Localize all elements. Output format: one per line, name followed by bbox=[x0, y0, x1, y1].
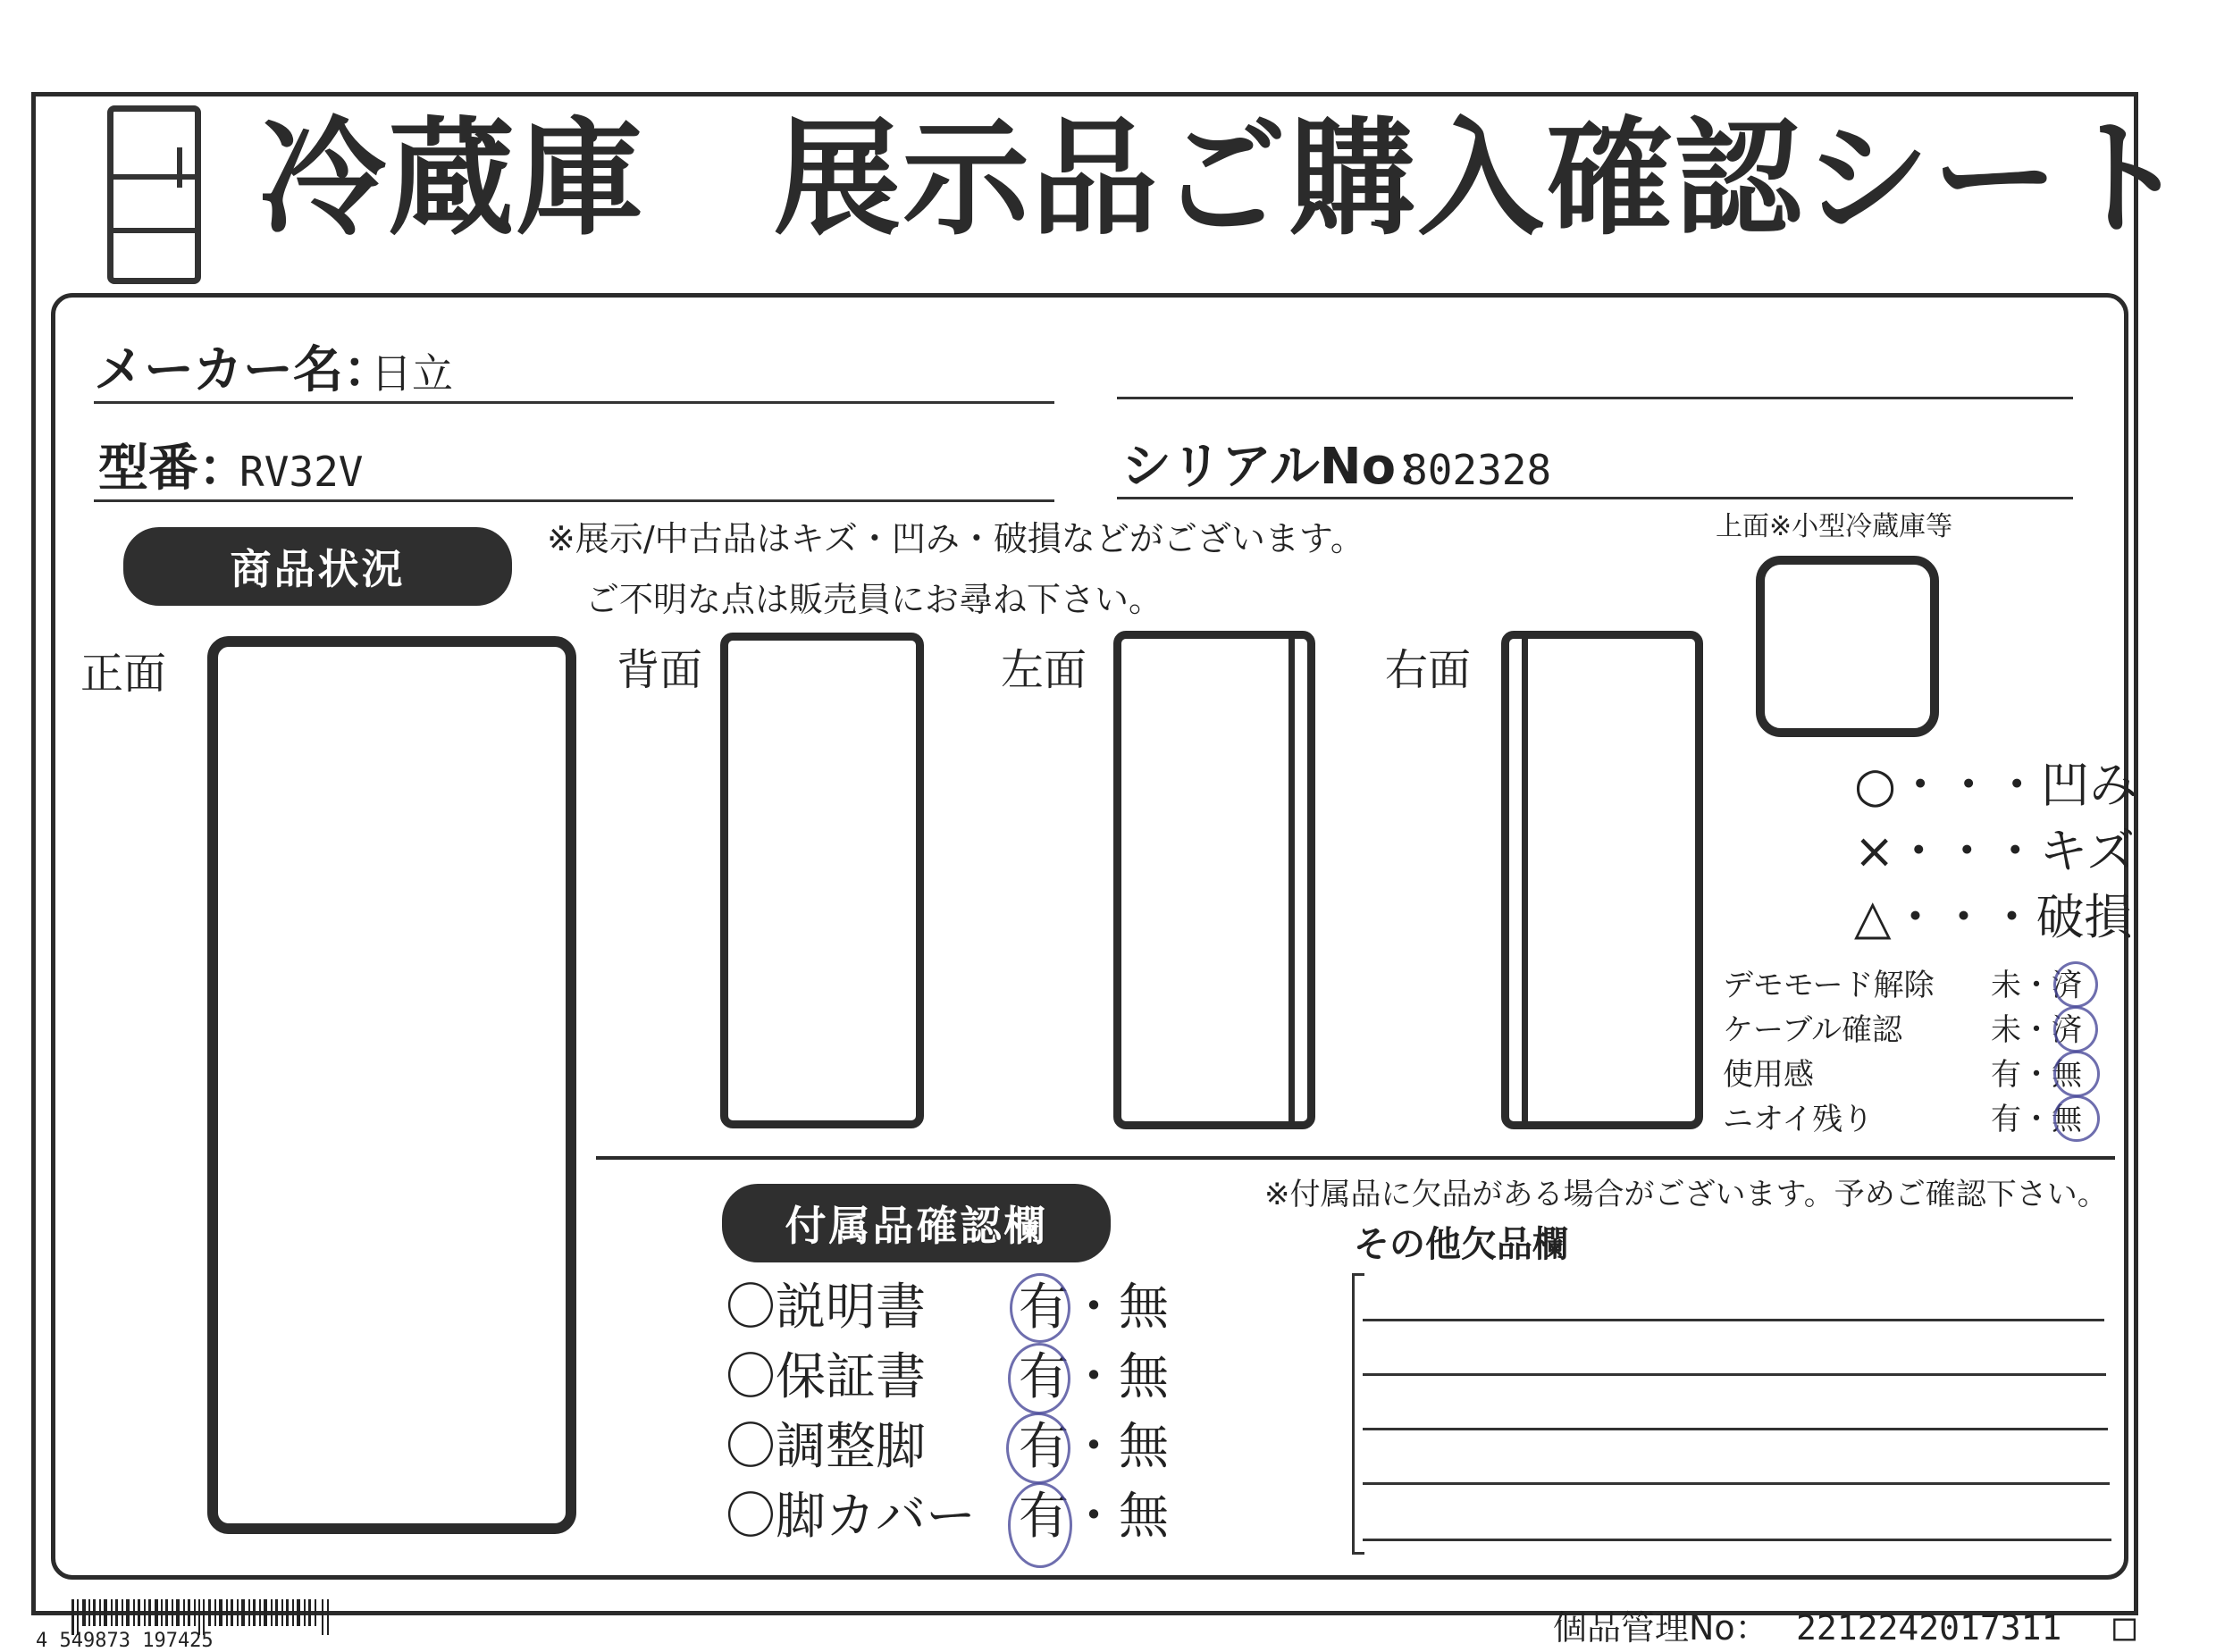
management-no-value: 2212242017311 bbox=[1796, 1608, 2062, 1648]
selected-mark-warranty bbox=[1008, 1343, 1070, 1414]
scratch-symbol: × bbox=[1854, 823, 1895, 879]
other-missing-line-4[interactable] bbox=[1363, 1482, 2110, 1485]
selected-mark-adjuster bbox=[1006, 1413, 1070, 1484]
page-title: 冷蔵庫 展示品ご購入確認シート bbox=[259, 105, 2189, 253]
left-view-diagram[interactable] bbox=[1113, 631, 1315, 1129]
model-underline bbox=[94, 499, 1054, 502]
selected-mark-cable bbox=[2053, 1006, 2098, 1052]
back-view-diagram[interactable] bbox=[720, 633, 924, 1128]
legend-scratch bbox=[1854, 823, 2136, 879]
condition-notice-line2: ご不明な点は販売員にお尋ね下さい。 bbox=[585, 580, 1163, 619]
maker-underline bbox=[94, 401, 1054, 404]
selected-mark-leg-cover bbox=[1008, 1482, 1072, 1568]
scratch-text: ・・・キズ bbox=[1894, 823, 2136, 879]
serial-label: シリアルNo： bbox=[1121, 438, 1447, 496]
status-odor-label: ニオイ残り bbox=[1723, 1102, 1874, 1137]
accessories-notice: ※付属品に欠品がある場合がございます。予めご確認下さい。 bbox=[1264, 1177, 2108, 1212]
front-view-diagram[interactable] bbox=[207, 636, 576, 1534]
section-divider bbox=[596, 1156, 2115, 1160]
maker-value: 日立 bbox=[371, 349, 453, 398]
selected-mark-manual bbox=[1010, 1273, 1070, 1343]
maker-label: メーカー名： bbox=[94, 341, 393, 399]
accessory-warranty-options[interactable]: 有・無 bbox=[1019, 1348, 1169, 1406]
selected-mark-odor bbox=[2053, 1095, 2100, 1142]
front-view-label: 正面 bbox=[80, 649, 167, 699]
refrigerator-icon bbox=[107, 105, 201, 284]
right-view-label: 右面 bbox=[1385, 645, 1472, 695]
serial-value: 802328 bbox=[1403, 446, 1552, 494]
management-checkbox[interactable]: □ bbox=[2113, 1605, 2136, 1648]
accessory-adjuster-label: 〇調整脚 bbox=[726, 1418, 926, 1476]
accessories-section-label: 付属品確認欄 bbox=[722, 1184, 1111, 1262]
condition-notice-line1: ※展示/中古品はキズ・凹み・破損などがございます。 bbox=[547, 519, 1364, 558]
other-missing-line-1[interactable] bbox=[1363, 1319, 2104, 1321]
left-view-label: 左面 bbox=[1001, 645, 1087, 695]
serial-underline bbox=[1117, 497, 2073, 499]
other-missing-label: その他欠品欄 bbox=[1354, 1224, 1568, 1265]
damage-text: ・・・破損 bbox=[1891, 889, 2133, 945]
back-view-label: 背面 bbox=[617, 645, 703, 695]
other-missing-bracket bbox=[1352, 1273, 1364, 1555]
status-cable-label: ケーブル確認 bbox=[1723, 1012, 1902, 1048]
dent-symbol: ○ bbox=[1854, 757, 1897, 813]
accessory-adjuster-options[interactable]: 有・無 bbox=[1019, 1418, 1169, 1476]
status-usage-label: 使用感 bbox=[1723, 1057, 1814, 1093]
accessory-manual-label: 〇説明書 bbox=[726, 1279, 926, 1337]
accessory-leg-cover-options[interactable]: 有・無 bbox=[1019, 1488, 1169, 1546]
right-view-diagram[interactable] bbox=[1501, 631, 1703, 1129]
dent-text: ・・・凹み bbox=[1896, 757, 2138, 813]
legend-damage bbox=[1854, 889, 2133, 945]
other-missing-line-2[interactable] bbox=[1363, 1373, 2106, 1376]
accessory-warranty-label: 〇保証書 bbox=[726, 1348, 926, 1406]
legend-dent bbox=[1854, 757, 2138, 813]
blank-underline bbox=[1117, 397, 2073, 399]
accessory-leg-cover-label: 〇脚カバー bbox=[726, 1488, 976, 1546]
selected-mark-demo-mode bbox=[2053, 961, 2098, 1008]
accessory-manual-options[interactable]: 有・無 bbox=[1019, 1279, 1169, 1337]
barcode-digits: 4 549873 197425 bbox=[36, 1630, 214, 1652]
model-label: 型番： bbox=[98, 440, 248, 498]
condition-section-label: 商品状況 bbox=[123, 527, 512, 606]
management-no-label: 個品管理No： bbox=[1553, 1608, 1769, 1648]
selected-mark-usage bbox=[2053, 1051, 2100, 1097]
status-odor-options[interactable]: 有・無 bbox=[1991, 1102, 2082, 1137]
status-demo-mode-label: デモモード解除 bbox=[1723, 968, 1935, 1003]
other-missing-line-5[interactable] bbox=[1363, 1539, 2111, 1541]
status-cable-options[interactable]: 未・済 bbox=[1991, 1012, 2082, 1048]
status-demo-mode-options[interactable]: 未・済 bbox=[1991, 968, 2082, 1003]
status-usage-options[interactable]: 有・無 bbox=[1991, 1057, 2082, 1093]
top-view-diagram[interactable] bbox=[1756, 556, 1939, 737]
other-missing-line-3[interactable] bbox=[1363, 1428, 2108, 1430]
model-value: RV32V bbox=[239, 448, 364, 496]
damage-symbol: △ bbox=[1854, 889, 1892, 945]
top-view-label: 上面※小型冷蔵庫等 bbox=[1716, 511, 1953, 542]
